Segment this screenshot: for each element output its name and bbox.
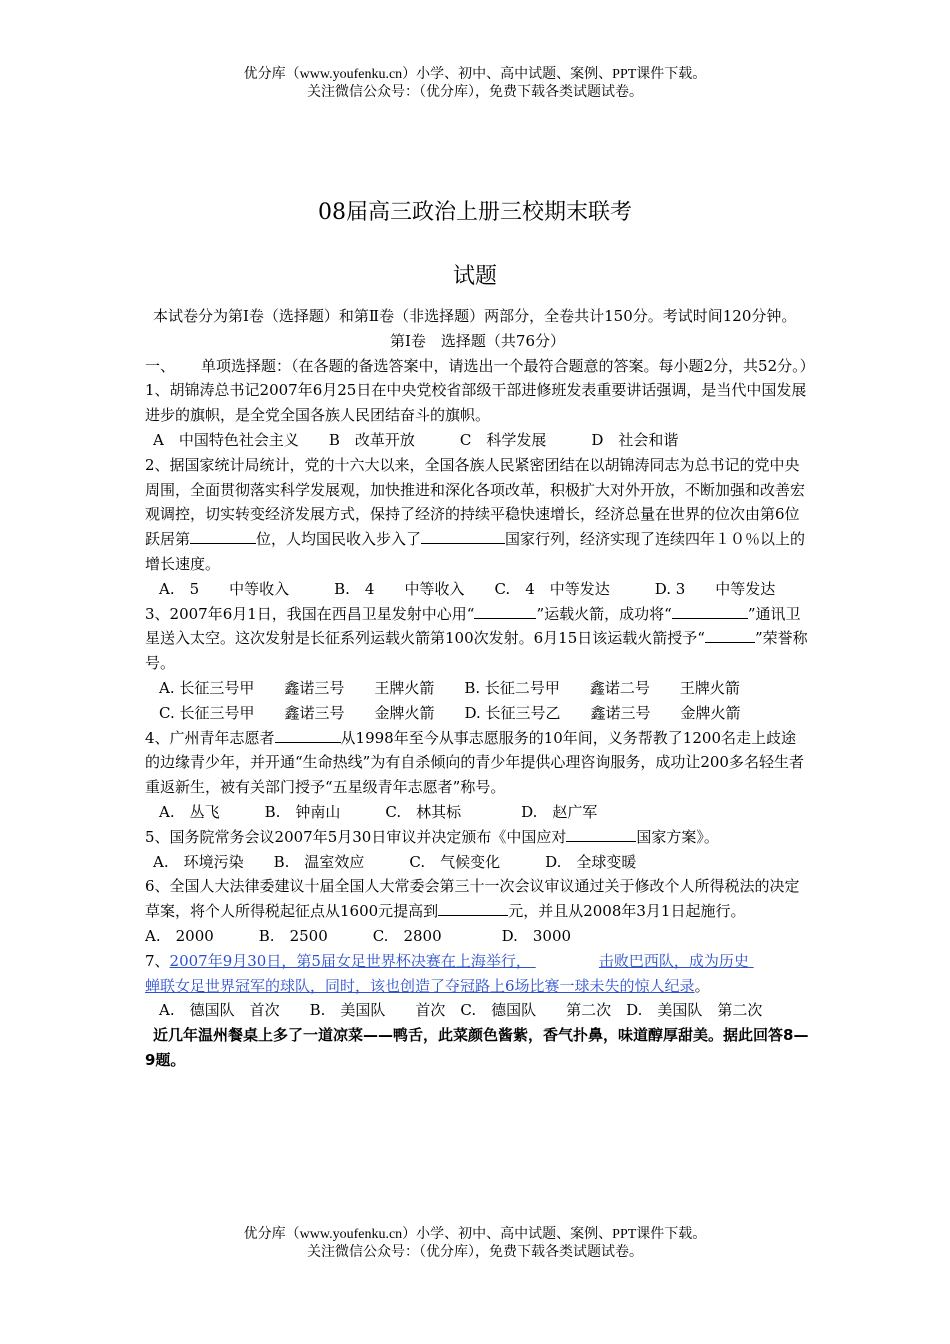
question-6-text-b: 元，并且从2008年3月1日起施行。 bbox=[508, 902, 746, 921]
question-5-text-b: 国家方案》。 bbox=[636, 827, 719, 846]
question-7-end: 。 bbox=[694, 976, 710, 995]
question-7-link-c[interactable]: 蝉联女足世界冠军的球队，同时，该也创造了夺冠路上6场比赛一球未失的惊人纪录 bbox=[145, 976, 695, 995]
question-4-text-a: 4、广州青年志愿者 bbox=[145, 728, 275, 747]
question-4-text-b: 从1998年至今从事志愿服务的10年间，义务帮教了1200名走上歧途的边缘青少年，并开通“生命热线”为有自杀倾向的青少年提供心理咨询服务，成功让200多名轻生者重返新生，被有关部门授予“五星级青年志愿者”称号。 bbox=[145, 728, 804, 797]
question-7-link-gap[interactable] bbox=[749, 949, 799, 974]
question-7-options: A. 德国队 首次 B. 美国队 首次 C. 德国队 第二次 D. 美国队 第二次 bbox=[159, 1001, 763, 1020]
intro-paragraph: 本试卷分为第Ⅰ卷（选择题）和第Ⅱ卷（非选择题）两部分，全卷共计150分。考试时间120分钟。 bbox=[153, 307, 797, 325]
question-2-options: A. 5 中等收入 B. 4 中等收入 C. 4 中等发达 D. 3 中等发达 bbox=[159, 579, 776, 598]
question-4 bbox=[145, 726, 810, 800]
answer-blank bbox=[474, 604, 536, 619]
question-5-text-a: 5、国务院常务会议2007年5月30日审议并决定颁布《中国应对 bbox=[145, 827, 567, 846]
question-2-text-b: 位，人均国民收入步入了 bbox=[256, 530, 422, 549]
question-2-text-a: 2、据国家统计局统计，党的十六大以来，全国各族人民紧密团结在以胡锦涛同志为总书记的党中央周围，全面贯彻落实科学发展观，加快推进和深化各项改革，积极扩大对外开放，不断加强和改善宏观调控，切实转变经济发展方式，保持了经济的持续平稳快速增长，经济总量在世界的位次由第6位跃居第 bbox=[145, 455, 806, 549]
part-instructions: 单项选择题：（在各题的备选答案中，请选出一个最符合题意的答案。每小题2分，共52分。） bbox=[201, 356, 815, 375]
answer-blank bbox=[275, 728, 341, 743]
question-2 bbox=[145, 453, 810, 577]
question-2-text-c: 国家行列，经济实现了连续四年１０％以上的增长速度。 bbox=[145, 530, 806, 573]
question-3-options-2: C. 长征三号甲 鑫诺三号 金牌火箭 D. 长征三号乙 鑫诺三号 金牌火箭 bbox=[159, 703, 741, 722]
answer-blank bbox=[566, 827, 636, 842]
answer-blank bbox=[190, 529, 256, 544]
answer-blank bbox=[438, 901, 508, 916]
question-3-text-a: 3、2007年6月1日，我国在西昌卫星发射中心用“ bbox=[145, 604, 475, 623]
answer-blank bbox=[705, 628, 755, 643]
header-line-1: 优分库（www.youfenku.cn）小学、初中、高中试题、案例、PPT课件下载。 bbox=[243, 67, 707, 82]
question-7-link-gap[interactable] bbox=[531, 949, 599, 974]
answer-blank bbox=[421, 529, 505, 544]
exam-title: 08届高三政治上册三校期末联考 bbox=[318, 200, 632, 225]
question-6-text-a: 6、全国人大法律委建议十届全国人大常委会第三十一次会议审议通过关于修改个人所得税法的决定草案，将个人所得税起征点从1600元提高到 bbox=[145, 877, 800, 921]
part-heading bbox=[145, 354, 815, 379]
question-7-link-b[interactable]: 击败巴西队，成为历史 bbox=[598, 951, 749, 970]
question-5 bbox=[145, 825, 810, 850]
exam-body bbox=[145, 304, 815, 1073]
question-7-number: 7、 bbox=[145, 951, 170, 970]
question-6-options: A. 2000 B. 2500 C. 2800 D. 3000 bbox=[145, 926, 572, 945]
question-3-options-1: A. 长征三号甲 鑫诺三号 王牌火箭 B. 长征二号甲 鑫诺二号 王牌火箭 bbox=[159, 678, 740, 697]
question-7-link-a[interactable]: 2007年9月30日，第5届女足世界杯决赛在上海举行， bbox=[169, 951, 531, 970]
page-header bbox=[0, 66, 950, 102]
header-line-2: 关注微信公众号：（优分库），免费下载各类试题试卷。 bbox=[307, 85, 643, 100]
question-7 bbox=[145, 949, 810, 999]
answer-blank bbox=[672, 604, 748, 619]
material-paragraph: 近几年温州餐桌上多了一道凉菜——鸭舌，此菜颜色酱紫，香气扑鼻，味道醇厚甜美。据此回答8—9题。 bbox=[145, 1026, 809, 1069]
exam-subtitle: 试题 bbox=[452, 264, 497, 289]
question-6 bbox=[145, 874, 810, 924]
part-number: 一、 bbox=[145, 356, 176, 375]
question-1-options: A 中国特色社会主义 B 改革开放 C 科学发展 D 社会和谐 bbox=[153, 430, 679, 449]
question-1: 1、胡锦涛总书记2007年6月25日在中央党校省部级干部进修班发表重要讲话强调，是当代中国发展进步的旗帜，是全党全国各族人民团结奋斗的旗帜。 bbox=[145, 381, 807, 425]
question-3-text-d: ”荣誉称号。 bbox=[145, 629, 808, 673]
section-title: 第Ⅰ卷 选择题（共76分） bbox=[389, 331, 565, 350]
footer-line-1: 优分库（www.youfenku.cn）小学、初中、高中试题、案例、PPT课件下载。 bbox=[243, 1227, 707, 1242]
question-5-options: A. 环境污染 B. 温室效应 C. 气候变化 D. 全球变暖 bbox=[153, 852, 637, 871]
question-3 bbox=[145, 602, 810, 676]
question-4-options: A. 丛飞 B. 钟南山 C. 林其标 D. 赵广军 bbox=[159, 802, 598, 821]
question-3-text-c: ”通讯卫星送入太空。这次发射是长征系列运载火箭第100次发射。6月15日该运载火箭授予“ bbox=[145, 604, 801, 648]
question-3-text-b: ”运载火箭，成功将“ bbox=[536, 604, 672, 623]
page-footer bbox=[0, 1226, 950, 1262]
footer-line-2: 关注微信公众号：（优分库），免费下载各类试题试卷。 bbox=[307, 1245, 643, 1260]
